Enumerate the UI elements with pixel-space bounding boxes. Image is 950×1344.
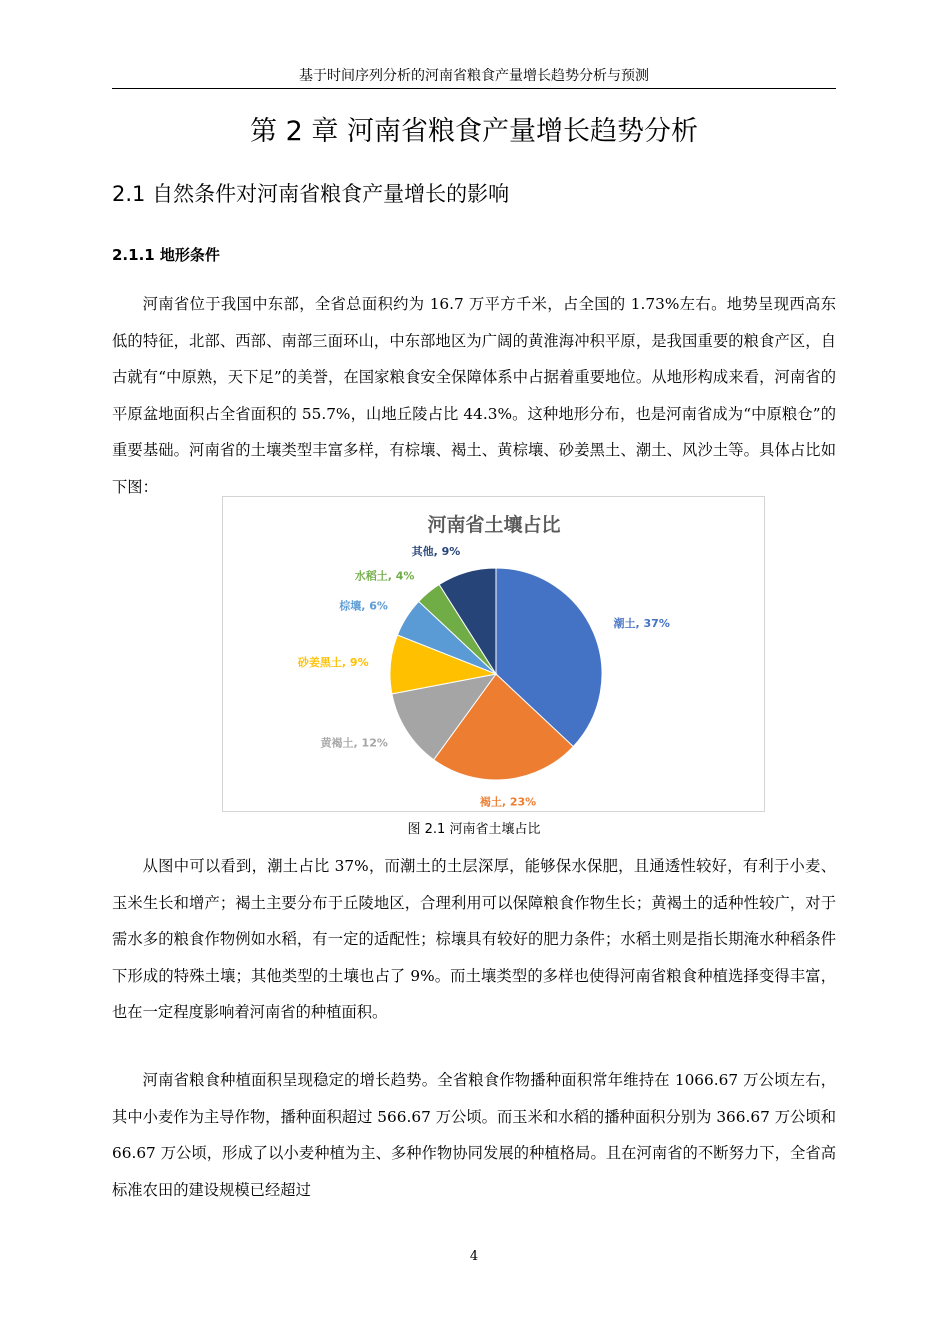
pie-slice-label-6: 其他, 9% bbox=[411, 545, 461, 559]
pie-slice-label-2: 黄褐土, 12% bbox=[320, 736, 388, 750]
section-title: 2.1 自然条件对河南省粮食产量增长的影响 bbox=[112, 182, 510, 206]
pie-slice-label-5: 水稻土, 4% bbox=[354, 569, 415, 583]
pie-slice-label-1: 褐土, 23% bbox=[479, 795, 537, 809]
subsection-title: 2.1.1 地形条件 bbox=[112, 246, 220, 264]
pie-slice-label-0: 潮土, 37% bbox=[613, 617, 670, 631]
page-number: 4 bbox=[469, 1249, 479, 1264]
body-paragraph: 河南省位于我国中东部，全省总面积约为 16.7 万平方千米，占全国的 1.73%左右。地势呈现西高东低的特征，北部、西部、南部三面环山，中东部地区为广阔的黄淮海冲积平原，是我国重要的粮食产区，自古就有“中原熟，天下足”的美誉，在国家粮食安全保障体系中占据着重要地位。从地形构成来看，河南省的平原盆地面积占全省面积的 55.7%，山地丘陵占比 44.3%。这种地形分布，也是河南省成为“中原粮仓”的重要基础。河南省的土壤类型丰富多样，有棕壤、褐土、黄棕壤、砂姜黑土、潮土、风沙土等。具体占比如下图： bbox=[112, 295, 836, 496]
chart-title: 河南省土壤占比 bbox=[427, 514, 561, 536]
figure-caption: 图 2.1 河南省土壤占比 bbox=[407, 822, 541, 837]
running-header: 基于时间序列分析的河南省粮食产量增长趋势分析与预测 bbox=[299, 68, 649, 84]
body-paragraph: 从图中可以看到，潮土占比 37%，而潮土的土层深厚，能够保水保肥，且通透性较好，有利于小麦、玉米生长和增产；褐土主要分布于丘陵地区，合理利用可以保障粮食作物生长；黄褐土的适种性较广，对于需水多的粮食作物例如水稻，有一定的适配性；棕壤具有较好的肥力条件；水稻土则是指长期淹水种稻条件下形成的特殊土壤；其他类型的土壤也占了 9%。而土壤类型的多样也使得河南省粮食种植选择变得丰富，也在一定程度影响着河南省的种植面积。 bbox=[112, 857, 836, 1021]
pie-slice-label-4: 棕壤, 6% bbox=[339, 599, 388, 613]
pie-slices bbox=[390, 568, 602, 780]
body-paragraph: 河南省粮食种植面积呈现稳定的增长趋势。全省粮食作物播种面积常年维持在 1066.67 万公顷左右，其中小麦作为主导作物，播种面积超过 566.67 万公顷。而玉米和水稻的播种面积分别为 366.67 万公顷和 66.67 万公顷，形成了以小麦种植为主、多种作物协同发展的种植格局。且在河南省的不断努力下，全省高标准农田的建设规模已经超过 bbox=[112, 1071, 836, 1199]
pie-chart-svg bbox=[223, 497, 764, 811]
pie-slice-label-3: 砂姜黑土, 9% bbox=[297, 656, 369, 669]
chapter-title: 第 2 章 河南省粮食产量增长趋势分析 bbox=[250, 116, 698, 147]
header-rule bbox=[112, 88, 836, 89]
soil-pie-chart bbox=[222, 496, 765, 812]
